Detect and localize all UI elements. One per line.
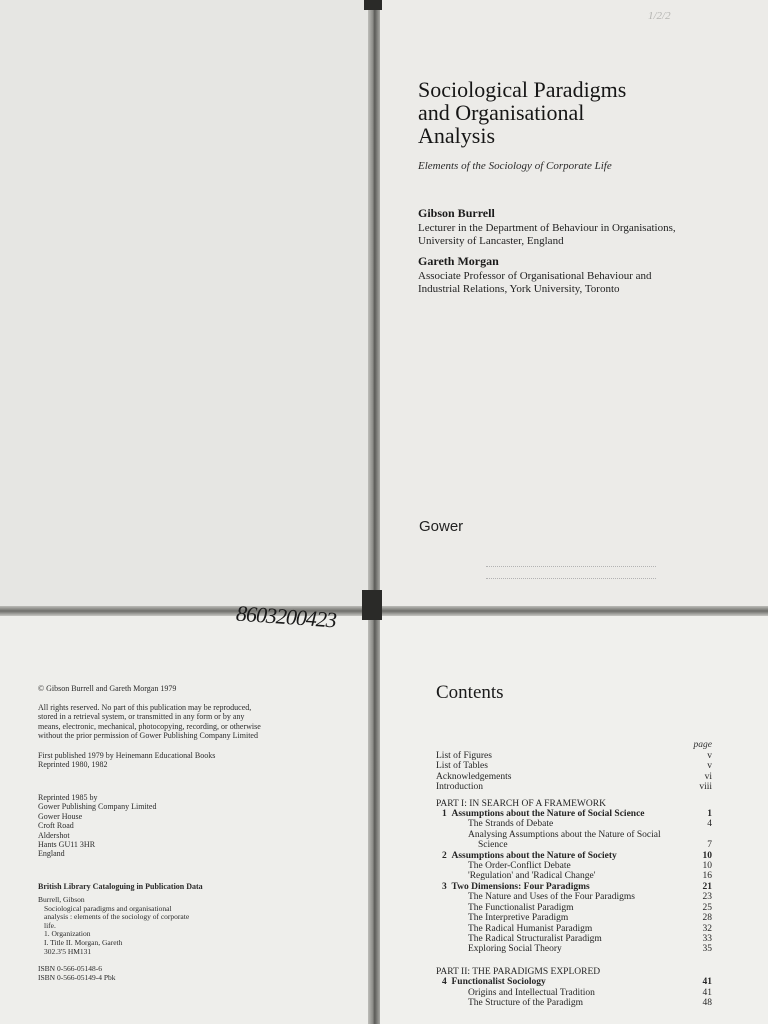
handwritten-accession-number: 8603200423	[235, 600, 337, 633]
toc-chapter: 4 Functionalist Sociology 41	[442, 977, 712, 988]
toc-section: The Strands of Debate 4	[468, 819, 712, 830]
affiliation-line: University of Lancaster, England	[418, 235, 564, 247]
cip-line: Sociological paradigms and organisational	[44, 903, 172, 913]
cip-line: Burrell, Gibson	[38, 895, 85, 904]
author-affiliation	[418, 222, 768, 248]
binder-clip	[362, 590, 382, 620]
history-line: Reprinted 1980, 1982	[38, 760, 108, 770]
page-column-label: page	[693, 740, 712, 750]
isbn-block	[38, 964, 338, 982]
toc-chapter: 2 Assumptions about the Nature of Society 10	[442, 850, 712, 861]
title-line: Sociological Paradigms	[418, 77, 627, 102]
title-line: and Organisational	[418, 100, 585, 125]
publisher-name: Gower	[419, 518, 464, 535]
toc-part-heading: PART I: IN SEARCH OF A FRAMEWORK	[436, 798, 606, 809]
rights-line: All rights reserved. No part of this publication may be reproduced,	[38, 703, 252, 712]
contents-heading: Contents	[436, 682, 504, 703]
toc-section: The Radical Humanist Paradigm 32	[468, 923, 712, 934]
address-line: England	[38, 849, 65, 859]
address-line: Aldershot	[38, 830, 70, 840]
toc-section: Origins and Intellectual Tradition 41	[468, 987, 712, 998]
toc-chapter: 1 Assumptions about the Nature of Social Science 1	[442, 809, 712, 820]
toc-entry: List of Tables v	[436, 761, 712, 772]
blank-endpaper	[0, 0, 372, 612]
book-subtitle: Elements of the Sociology of Corporate Life	[418, 160, 612, 172]
binder-clip	[364, 0, 382, 10]
author-name: Gareth Morgan	[418, 254, 499, 268]
faint-pencil-mark: 1/2/2	[648, 10, 671, 22]
isbn-line: ISBN 0-566-05148-6	[38, 964, 102, 973]
rights-line: stored in a retrieval system, or transmitted in any form or by any	[38, 712, 245, 722]
horizontal-fold	[0, 606, 768, 616]
toc-chapter: 3 Two Dimensions: Four Paradigms 21	[442, 881, 712, 892]
cip-line: 1. Organization	[44, 929, 91, 939]
imprint-page	[0, 616, 372, 1024]
rights-line: without the prior permission of Gower Publishing Company Limited	[38, 731, 258, 741]
cip-line: analysis : elements of the sociology of corporate	[44, 912, 190, 922]
reprint-address	[38, 793, 338, 859]
toc-entry: Introduction viii	[436, 782, 712, 793]
toc-section: Analysing Assumptions about the Nature of Social	[468, 829, 661, 840]
cip-data	[38, 896, 338, 956]
isbn-line: ISBN 0-566-05149-4 Pbk	[38, 973, 116, 982]
cip-heading: British Library Cataloguing in Publication Data	[38, 882, 203, 891]
rights-line: means, electronic, mechanical, photocopying, recording, or otherwise	[38, 721, 261, 731]
author-affiliation	[418, 270, 768, 296]
author-name: Gibson Burrell	[418, 206, 495, 220]
title-page	[376, 0, 768, 612]
address-line: Gower House	[38, 811, 83, 821]
book-title	[418, 78, 758, 147]
toc-section: Science 7	[478, 840, 712, 851]
cip-line: 302.3'5 HM131	[44, 946, 92, 956]
copyright-line: © Gibson Burrell and Gareth Morgan 1979	[38, 684, 177, 693]
title-line: Analysis	[418, 123, 495, 148]
address-line: Gower Publishing Company Limited	[38, 802, 157, 812]
toc-part-heading: PART II: THE PARADIGMS EXPLORED	[436, 966, 601, 977]
toc-section: The Structure of the Paradigm 48	[468, 997, 712, 1008]
publication-history	[38, 751, 338, 770]
toc-section: The Nature and Uses of the Four Paradigms 23	[468, 892, 712, 903]
affiliation-line: Lecturer in the Department of Behaviour in Organisations,	[418, 222, 676, 234]
address-line: Reprinted 1985 by	[38, 793, 98, 802]
rights-notice	[38, 703, 338, 741]
contents-page	[376, 616, 768, 1024]
cip-line: I. Title II. Morgan, Gareth	[44, 937, 123, 947]
toc-section: 'Regulation' and 'Radical Change' 16	[468, 871, 712, 882]
affiliation-line: Industrial Relations, York University, Toronto	[418, 283, 620, 295]
toc-entry: Acknowledgements vi	[436, 771, 712, 782]
library-stamp	[486, 566, 656, 587]
toc-section: The Radical Structuralist Paradigm 33	[468, 933, 712, 944]
table-of-contents	[436, 751, 712, 1008]
toc-section: The Interpretive Paradigm 28	[468, 913, 712, 924]
history-line: First published 1979 by Heinemann Educational Books	[38, 751, 216, 760]
address-line: Hants GU11 3HR	[38, 840, 96, 850]
affiliation-line: Associate Professor of Organisational Behaviour and	[418, 270, 652, 282]
toc-section: Exploring Social Theory 35	[468, 944, 712, 955]
toc-entry: List of Figures v	[436, 751, 712, 761]
address-line: Croft Road	[38, 821, 74, 831]
cip-line: life.	[44, 920, 56, 930]
toc-section: The Functionalist Paradigm 25	[468, 902, 712, 913]
toc-section: The Order-Conflict Debate 10	[468, 861, 712, 872]
book-spine	[368, 0, 380, 1024]
